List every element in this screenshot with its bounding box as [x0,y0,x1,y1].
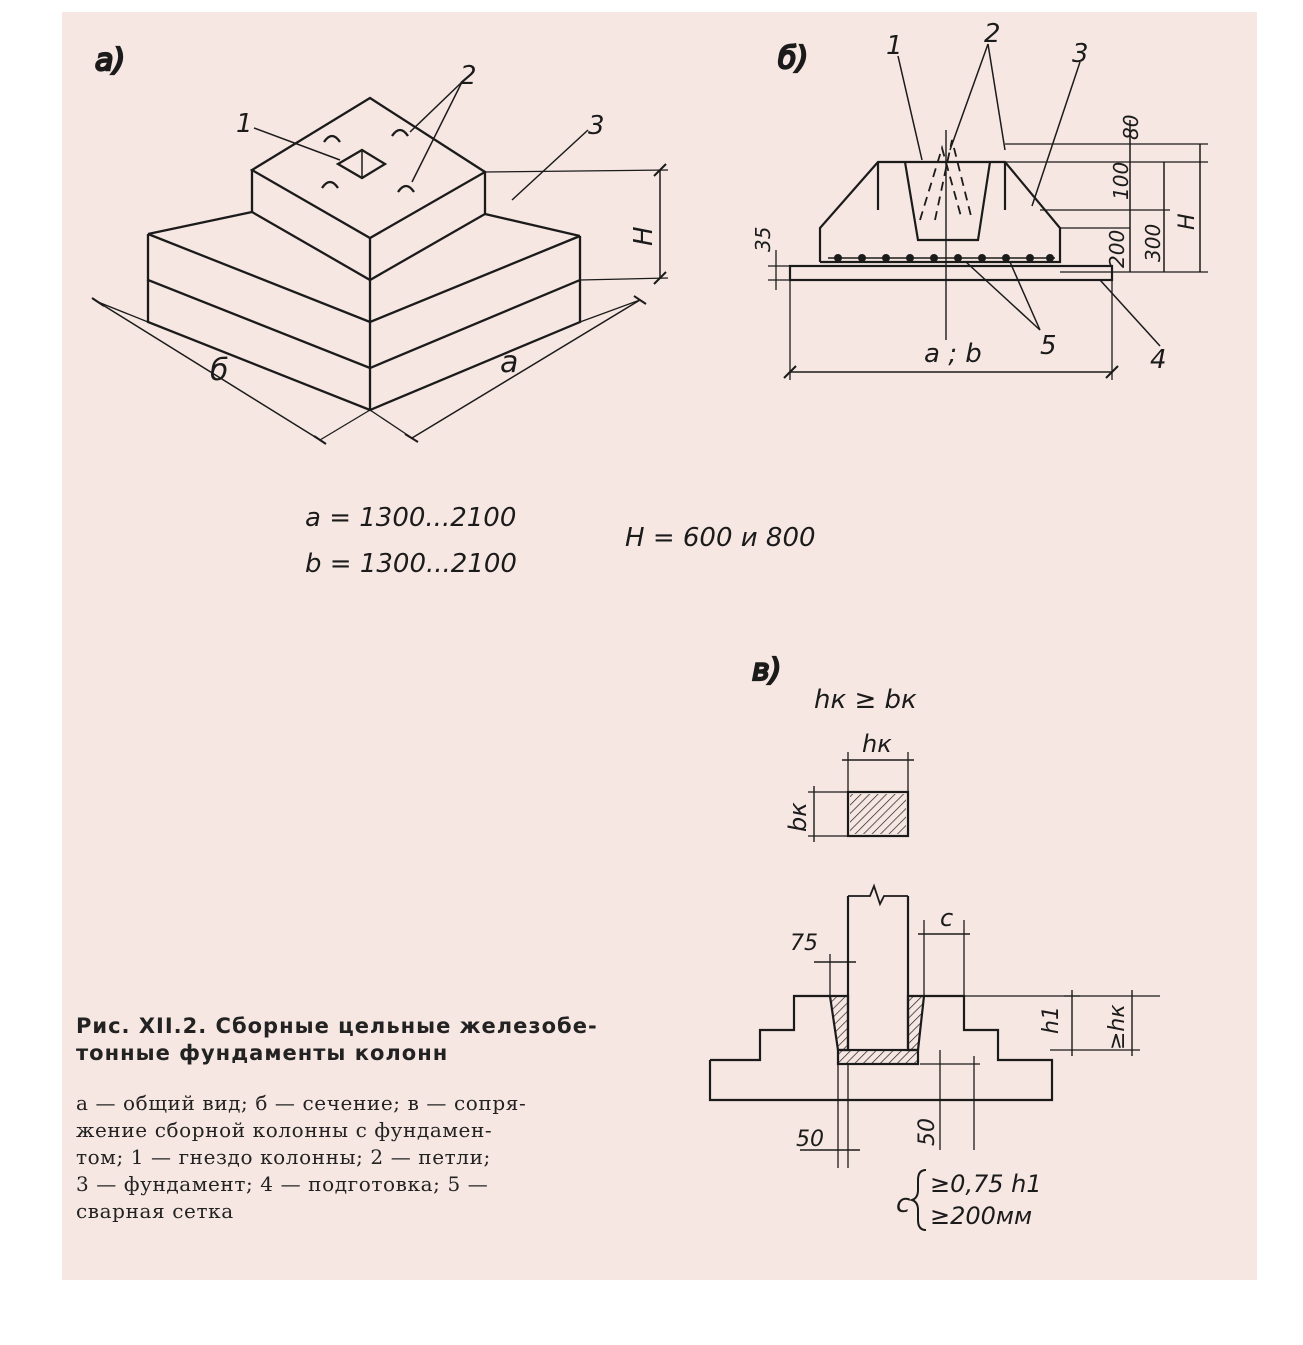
legend-line-3: том; 1 — гнездо колонны; 2 — петли; [76,1145,491,1169]
section-marker-5: 5 [1040,331,1057,361]
marker-3: 3 [588,111,605,141]
panel-a-isometric [92,43,668,444]
foundation-outline [820,162,1060,262]
panel-c-label: в) [752,653,782,688]
legend-line-4: 3 — фундамент; 4 — подготовка; 5 — [76,1172,489,1196]
caption-line-2: тонные фундаменты колонн [76,1041,449,1065]
c-cond-1: ≥0,75 h1 [930,1170,1042,1198]
panel-a-label: а) [95,43,126,78]
dim-200: 200 [1105,229,1129,268]
lifting-loop [324,136,340,142]
dim-50-right: 50 [915,1118,940,1146]
dim-300: 300 [1141,223,1165,262]
section-socket [905,162,990,240]
dim-75: 75 [790,931,818,956]
panel-b-label: б) [778,41,809,76]
section-bottom-label: а ; b [924,339,982,369]
dim-50-left: 50 [796,1127,824,1152]
panel-b-section [768,41,1208,380]
formula-h: Н = 600 и 800 [625,523,816,553]
bk-label: bк [784,802,812,832]
figure-legend [76,1090,656,1225]
caption-line-1: Рис. XII.2. Сборные цельные железобе- [76,1014,598,1038]
section-marker-4: 4 [1150,345,1167,375]
bedding-layer [790,266,1112,280]
top-block-top-face [252,98,485,238]
dim-h-section: Н [1175,213,1200,230]
stepped-foundation [710,996,830,1060]
middle-step-top [148,234,580,322]
hk-label: hк [862,730,892,758]
formula-b: b = 1300...2100 [305,549,517,579]
dim-b-label: б [210,353,229,388]
c-cond-2: ≥200мм [930,1202,1033,1230]
dim-35: 35 [751,226,775,252]
condition-hk-bk: hк ≥ bк [814,685,917,715]
marker-2: 2 [460,61,477,91]
h1-label: h1 [1039,1006,1064,1034]
dim-80: 80 [1119,114,1143,140]
legend-line-2: жение сборной колонны с фундамен- [76,1118,493,1142]
section-marker-1: 1 [886,31,903,61]
legend-line-1: а — общий вид; б — сечение; в — сопря- [76,1091,527,1115]
formula-a: а = 1300...2100 [305,503,517,533]
c-dim-label: с [940,904,954,932]
panel-c-labels [784,685,1130,1230]
dim-h-label: Н [629,226,659,246]
dim-100: 100 [1109,161,1133,200]
c-prefix: с [896,1189,911,1219]
panel-b-labels [751,19,1200,375]
section-marker-3: 3 [1072,39,1089,69]
ge-hk-label: ≥hк [1105,1004,1130,1050]
dim-a-label: а [500,345,519,380]
legend-line-5: сварная сетка [76,1199,234,1223]
section-marker-2: 2 [984,19,1001,49]
grout-left [830,996,848,1050]
panel-a-labels [210,61,816,579]
marker-1: 1 [236,109,253,139]
figure-caption [76,1013,656,1067]
